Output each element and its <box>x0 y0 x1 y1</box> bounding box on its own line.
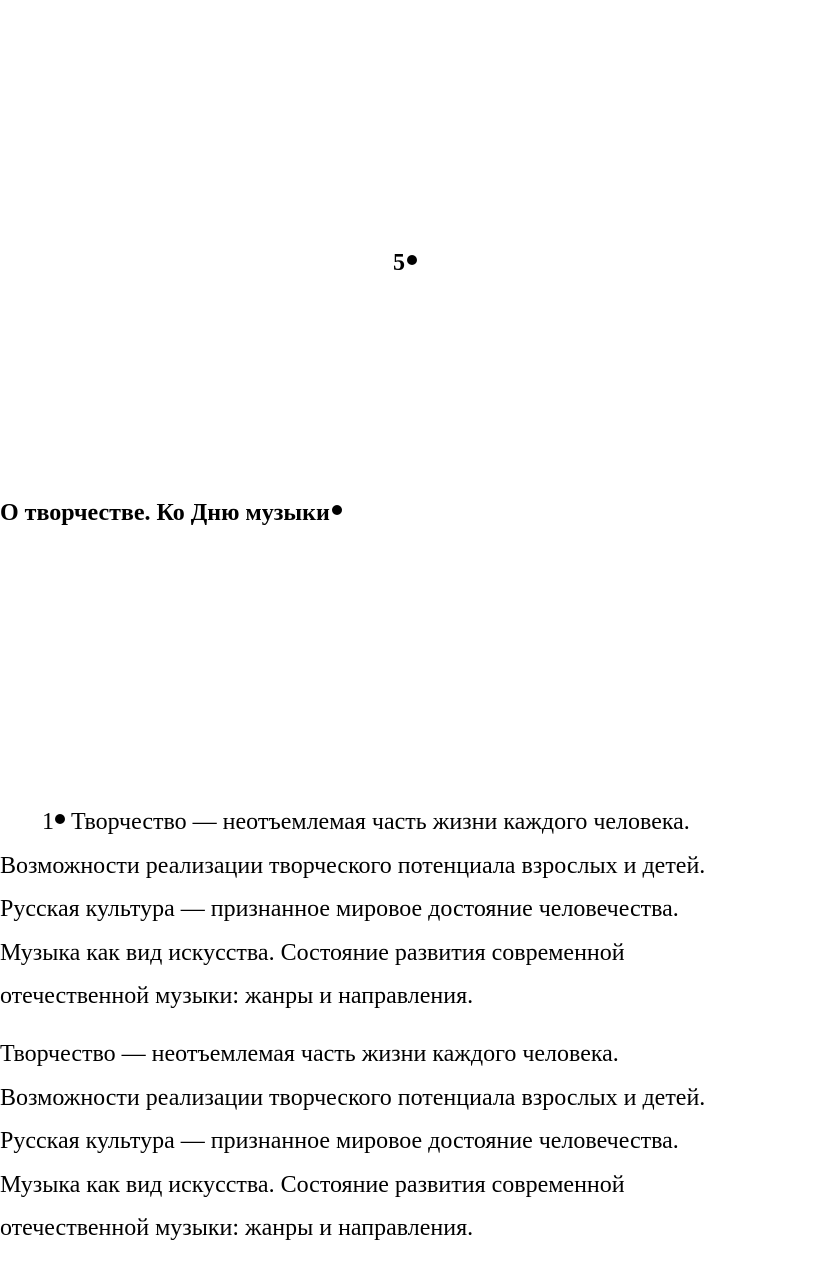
paragraph-line: Музыка как вид искусства. Состояние развития современной <box>0 939 625 966</box>
paragraph-line: Возможности реализации творческого потенциала взрослых и детей. <box>0 852 706 879</box>
bullet-dot-icon <box>332 505 342 515</box>
paragraph-line-text: Творчество — неотъемлемая часть жизни каждого человека. <box>71 809 690 835</box>
paragraph-line: Творчество — неотъемлемая часть жизни каждого человека. <box>0 1041 619 1067</box>
section-title <box>0 498 342 528</box>
list-item-number-text: 1 <box>42 809 54 835</box>
paragraph-2 <box>0 1033 800 1251</box>
paragraph-line: отечественной музыки: жанры и направления. <box>0 983 474 1010</box>
paragraph-1 <box>0 801 800 1019</box>
paragraph-line: отечественной музыки: жанры и направления. <box>0 1215 474 1242</box>
list-item-number <box>42 809 71 835</box>
bullet-dot-icon <box>55 814 65 824</box>
page-number-text: 5 <box>393 250 405 276</box>
section-title-text: О творчестве. Ко Дню музыки <box>0 500 330 526</box>
paragraph-line <box>0 801 800 845</box>
paragraph-line: Возможности реализации творческого потенциала взрослых и детей. <box>0 1084 706 1111</box>
paragraph-line: Русская культура — признанное мировое достояние человечества. <box>0 896 679 923</box>
bullet-dot-icon <box>407 255 417 265</box>
paragraph-line: Русская культура — признанное мировое достояние человечества. <box>0 1128 679 1155</box>
paragraph-line: Музыка как вид искусства. Состояние развития современной <box>0 1171 625 1198</box>
page-number <box>393 248 417 278</box>
